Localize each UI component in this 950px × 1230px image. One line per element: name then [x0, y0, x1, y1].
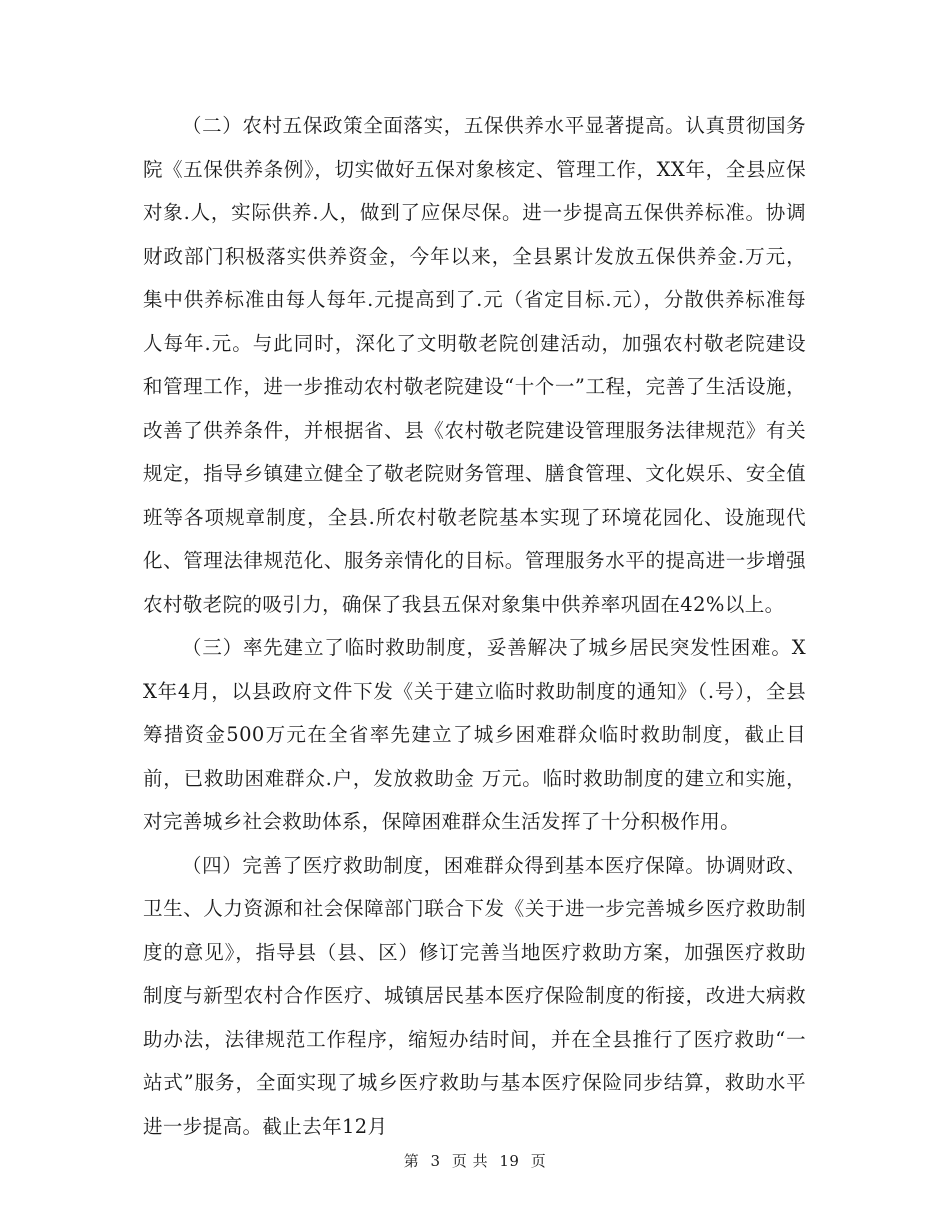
footer-page-number: 3 — [430, 1152, 441, 1170]
footer-prefix: 第 — [403, 1152, 420, 1170]
footer-total-pages: 19 — [499, 1152, 520, 1170]
paragraph-section-2: （二）农村五保政策全面落实，五保供养水平显著提高。认真贯彻国务院《五保供养条例》，切实做好五保对象核定、管理工作，XX年，全县应保对象.人，实际供养.人，做到了应保尽保。进一步提高五保供养标准。协调财政部门积极落实供养资金，今年以来，全县累计发放五保供养金.万元，集中供养标准由每人每年.元提高到了.元（省定目标.元），分散供养标准每人每年.元。与此同时，深化了文明敬老院创建活动，加强农村敬老院建设和管理工作，进一步推动农村敬老院建设“十个一”工程，完善了生活设施，改善了供养条件，并根据省、县《农村敬老院建设管理服务法律规范》有关规定，指导乡镇建立健全了敬老院财务管理、膳食管理、文化娱乐、安全值班等各项规章制度，全县.所农村敬老院基本实现了环境花园化、设施现代化、管理法律规范化、服务亲情化的目标。管理服务水平的提高进一步增强农村敬老院的吸引力，确保了我县五保对象集中供养率巩固在42%以上。 — [143, 114, 806, 616]
page-footer — [0, 1150, 950, 1171]
paragraph-section-4: （四）完善了医疗救助制度，困难群众得到基本医疗保障。协调财政、卫生、人力资源和社会保障部门联合下发《关于进一步完善城乡医疗救助制度的意见》，指导县（县、区）修订完善当地医疗救助方案，加强医疗救助制度与新型农村合作医疗、城镇居民基本医疗保险制度的衔接，改进大病救助办法，法律规范工作程序，缩短办结时间，并在全县推行了医疗救助“一站式”服务，全面实现了城乡医疗救助与基本医疗保险同步结算，救助水平进一步提高。截止去年12月 — [143, 853, 806, 1138]
body-text — [143, 104, 806, 1148]
footer-suffix: 页 — [530, 1152, 547, 1170]
footer-middle: 页 共 — [451, 1152, 489, 1170]
paragraph-section-3: （三）率先建立了临时救助制度，妥善解决了城乡居民突发性困难。XX年4月，以县政府文件下发《关于建立临时救助制度的通知》（.号），全县筹措资金500万元在全省率先建立了城乡困难群众临时救助制度，截止目前，已救助困难群众.户，发放救助金 万元。临时救助制度的建立和实施，对完善城乡社会救助体系，保障困难群众生活发挥了十分积极作用。 — [143, 636, 806, 833]
